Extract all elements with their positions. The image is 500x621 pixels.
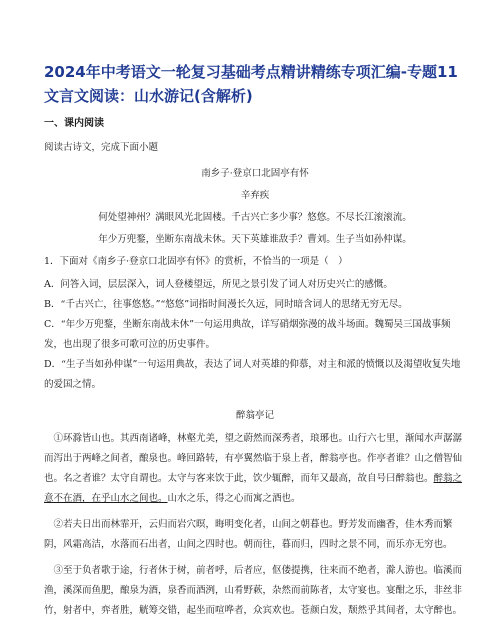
essay-title: 醉翁亭记 — [235, 410, 274, 421]
option-b: B．“千古兴亡，往事悠悠。”“悠悠”词指时间漫长久远，同时暗含词人的思绪无穷无尽。 — [44, 299, 408, 310]
essay-paragraph-2: ②若夫日出而林霏开，云归而岩穴暝，晦明变化者，山间之朝暮也。野芳发而幽香，佳木秀而繁阴，风霜高洁，水落而石出者，山间之四时也。朝而往，暮而归，四时之景不同，而乐亦无穷也。 — [44, 519, 453, 550]
option-c: C．“年少万兜鍪，坐断东南战未休”一句运用典故，详写硝烟弥漫的战斗场面。魏蜀吴三国战事频发，也出现了很多可歌可泣的历史事件。 — [44, 319, 451, 350]
option-d: D．“生子当如孙仲谋”一句运用典故，表达了词人对英雄的仰慕，对主和派的愤慨以及渴望收复失地的爱国之情。 — [44, 359, 461, 390]
essay-text: ①环滁皆山也。其西南诸峰，林壑尤美，望之蔚然而深秀者，琅琊也。山行六七里，渐闻水声潺潺而泻出于两峰之间者，酿泉也。峰回路转，有亭翼然临于泉上者，醉翁亭也。作亭者谁？山之僧智仙也。名之者谁？太守自谓也。太守与客来饮于此，饮少辄醉，而年又最高，故自号曰醉翁也。 — [44, 433, 463, 484]
poem-line: 何处望神州？满眼风光北固楼。千古兴亡多少事？悠悠。不尽长江滚滚流。 — [98, 212, 412, 223]
option-a: A．问答入词，层层深入，词人登楼望远，所见之景引发了词人对历史兴亡的感慨。 — [44, 279, 393, 290]
poem-title: 南乡子·登京口北固亭有怀 — [201, 168, 309, 179]
underlined-sentence: 醉翁之意不在酒，在乎山水之间也。 — [44, 473, 463, 504]
question-stem: 1．下面对《南乡子·登京口北固亭有怀》的赏析，不恰当的一项是（ ） — [44, 256, 348, 267]
instruction-text: 阅读古诗文，完成下面小题 — [44, 142, 159, 153]
essay-paragraph-3: ③至于负者歌于途，行者休于树，前者呼，后者应，伛偻提携，往来而不绝者，滁人游也。临溪而渔，溪深而鱼肥，酿泉为酒，泉香而酒洌，山肴野蔌，杂然而前陈者，太守宴也。宴酣之乐，非丝非竹，射者中，弈者胜，觥筹交错，起坐而喧哗者，众宾欢也。苍颜白发，颓然乎其间者，太守醉也。 — [44, 565, 463, 616]
section-heading: 一、课内阅读 — [44, 118, 104, 129]
essay-paragraph-1 — [44, 429, 466, 509]
poem-author: 辛弃疾 — [240, 190, 270, 201]
document-title: 2024年中考语文一轮复习基础考点精讲精练专项汇编-专题11 文言文阅读：山水游记(含解析) — [44, 63, 458, 105]
essay-text: 山水之乐，得之心而寓之酒也。 — [167, 493, 301, 504]
poem-line: 年少万兜鍪，坐断东南战未休。天下英雄谁敌手？曹刘。生子当如孙仲谋。 — [98, 234, 412, 245]
